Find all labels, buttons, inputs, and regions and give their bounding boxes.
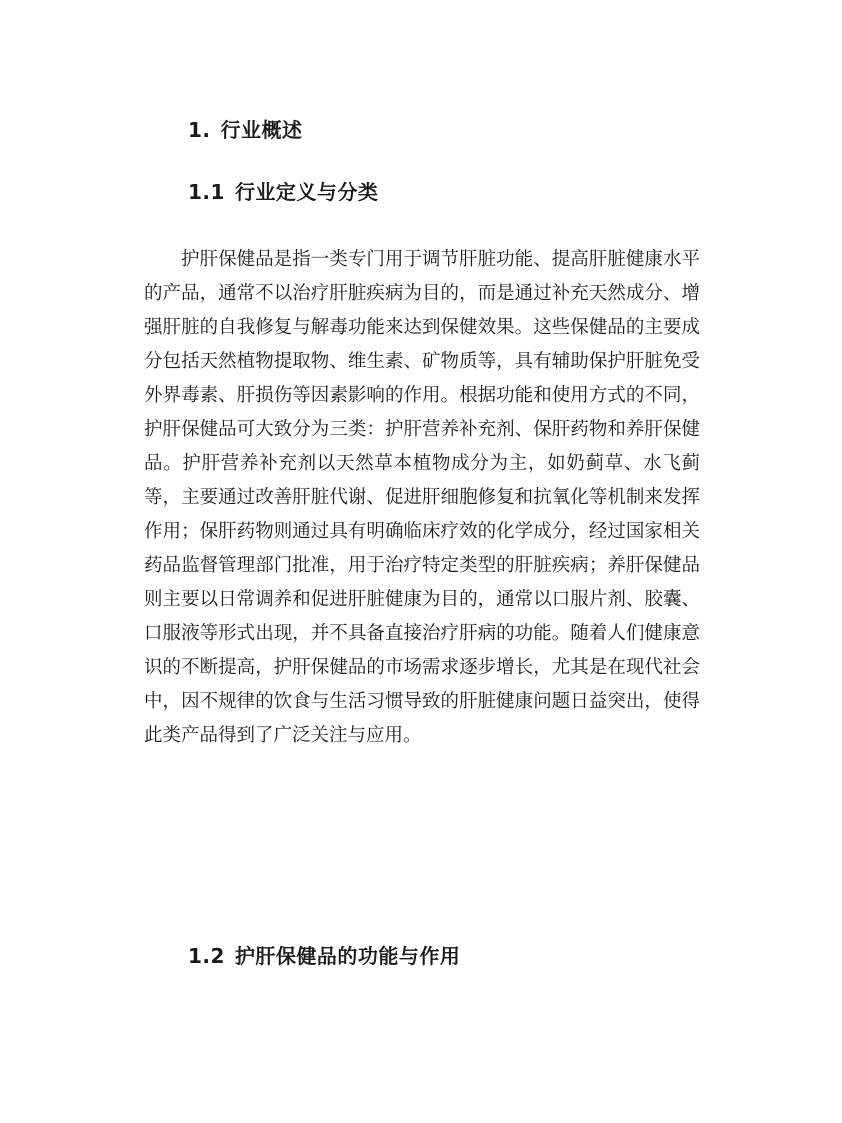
section-heading: [188, 116, 303, 144]
subsection-title: 行业定义与分类: [234, 180, 379, 204]
section-title: 行业概述: [220, 118, 303, 142]
body-paragraph: 护肝保健品是指一类专门用于调节肝脏功能、提高肝脏健康水平的产品，通常不以治疗肝脏疾病为目的，而是通过补充天然成分、增强肝脏的自我修复与解毒功能来达到保健效果。这些保健品的主要成分包括天然植物提取物、维生素、矿物质等，具有辅助保护肝脏免受外界毒素、肝损伤等因素影响的作用。根据功能和使用方式的不同，护肝保健品可大致分为三类：护肝营养补充剂、保肝药物和养肝保健品。护肝营养补充剂以天然草本植物成分为主，如奶蓟草、水飞蓟等，主要通过改善肝脏代谢、促进肝细胞修复和抗氧化等机制来发挥作用；保肝药物则通过具有明确临床疗效的化学成分，经过国家相关药品监督管理部门批准，用于治疗特定类型的肝脏疾病；养肝保健品则主要以日常调养和促进肝脏健康为目的，通常以口服片剂、胶囊、口服液等形式出现，并不具备直接治疗肝病的功能。随着人们健康意识的不断提高，护肝保健品的市场需求逐步增长，尤其是在现代社会中，因不规律的饮食与生活习惯导致的肝脏健康问题日益突出，使得此类产品得到了广泛关注与应用。: [144, 249, 700, 746]
subsection-number: 1.1: [188, 180, 225, 204]
subsection-heading-1-2: [188, 942, 460, 970]
subsection-title: 护肝保健品的功能与作用: [234, 944, 461, 968]
subsection-heading-1-1: [188, 178, 378, 206]
section-number: 1.: [188, 118, 211, 142]
subsection-number: 1.2: [188, 944, 225, 968]
